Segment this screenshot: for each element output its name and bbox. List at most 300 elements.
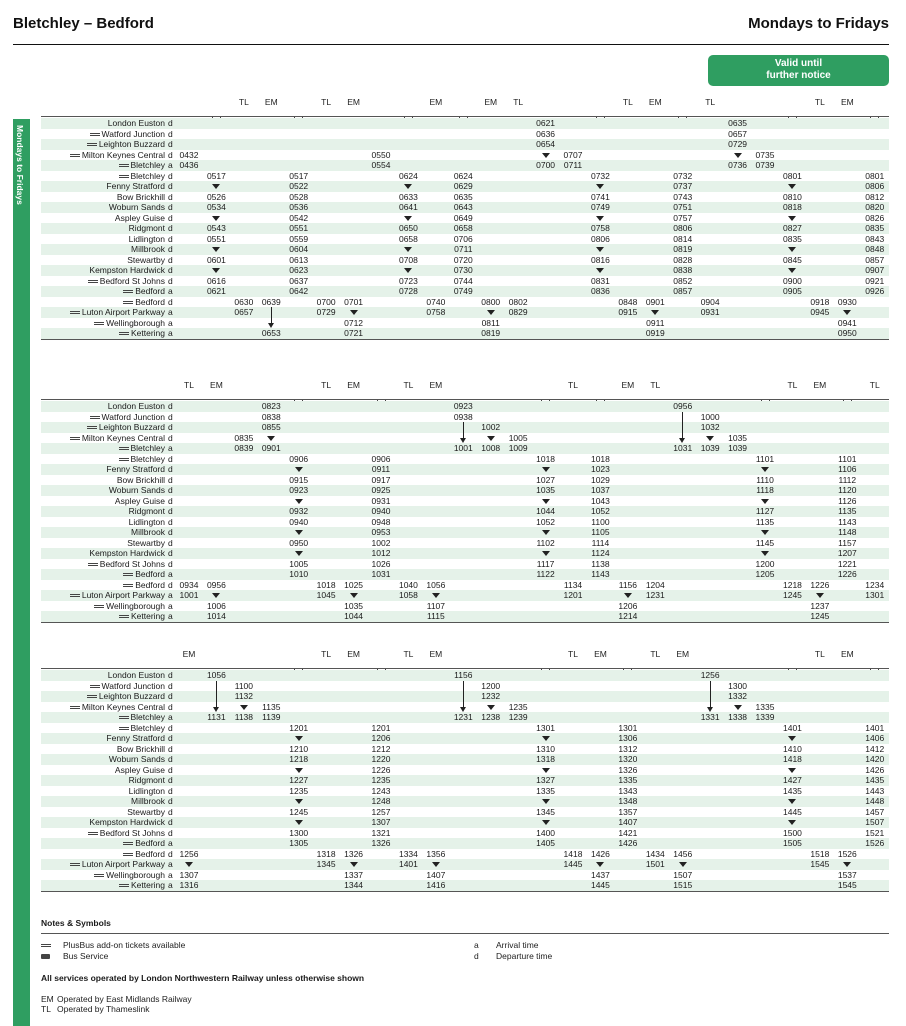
time-cell: 1401 [398,859,418,869]
station-name [41,496,165,507]
time-cell: 0739 [755,160,775,170]
arr-dep-code: d [168,223,173,233]
time-cell: 1426 [590,848,610,859]
time-cell: 1427 [782,775,802,785]
time-cell: 0751 [673,202,693,212]
time-cell: 0931 [700,307,720,317]
down-arrow-icon [460,707,466,712]
arr-dep-code: d [168,118,173,128]
table-row [41,454,889,465]
time-cell: 1407 [618,817,638,827]
time-cell: 0554 [371,160,391,170]
arr-dep-code: d [168,680,173,691]
time-cell: 0641 [398,202,418,212]
time-cell: 0642 [289,286,309,296]
table-row [41,590,889,601]
arr-dep-code: a [168,600,173,611]
station-label: Bedford [135,296,165,307]
station-name [41,733,165,744]
down-arrow-icon [476,702,506,713]
time-cell: 1006 [206,600,226,611]
down-arrow-icon [284,464,314,475]
time-cell: 0707 [563,149,583,160]
time-cell: 0629 [453,181,473,191]
station-label: Bletchley [130,712,165,722]
plusbus-icon [70,862,80,867]
time-cell: 1410 [782,743,802,754]
arr-dep-code: a [168,443,173,453]
time-cell: 1029 [590,474,610,485]
down-arrow-icon [832,859,862,870]
time-cell: 1243 [371,785,391,796]
station-label: Aspley Guise [114,764,165,775]
time-cell: 1400 [536,827,556,838]
note-plusbus [41,940,185,950]
down-arrow-icon [531,733,561,744]
station-name [41,723,165,734]
connector-line [710,681,711,711]
time-cell: 1002 [371,537,391,548]
operator-code: TL [650,649,661,659]
down-arrow-icon [585,213,615,224]
time-cell: 0658 [398,233,418,244]
down-arrow-icon [284,548,314,559]
time-cell: 1401 [865,722,885,733]
time-cell: 1305 [289,838,309,848]
operator-code: EM [840,649,854,659]
down-arrow-icon [531,796,561,807]
timetable-section [0,94,906,343]
station-name [41,485,165,496]
time-cell: 0826 [865,212,885,223]
station-name [41,590,165,601]
station-label: Aspley Guise [114,495,165,506]
time-cell: 0848 [618,296,638,307]
time-cell: 1335 [536,785,556,796]
operator-code: TL [321,97,332,107]
down-arrow-icon [777,181,807,192]
time-cell: 1212 [371,743,391,754]
time-cell: 1335 [755,701,775,712]
time-cell: 1257 [371,806,391,817]
station-name [41,765,165,776]
table-row [41,265,889,276]
down-arrow-icon [201,244,231,255]
time-cell: 0723 [398,275,418,286]
time-cell: 1321 [371,827,391,838]
operator-code: TL [513,97,524,107]
arr-dep-code: d [168,453,173,464]
table-row [41,401,889,412]
station-label: Wellingborough [106,869,165,880]
station-name [41,265,165,276]
station-name [41,838,165,849]
time-cell: 1210 [289,743,309,754]
departure-text: Departure time [496,951,553,961]
down-arrow-icon [613,590,643,601]
time-cell: 1200 [755,558,775,569]
table-row [41,765,889,776]
table-row [41,838,889,849]
operator-code: EM [676,649,690,659]
time-cell: 1205 [755,569,775,579]
station-name [41,775,165,786]
arr-dep-code: d [168,796,173,806]
section-bottom-rule [41,891,889,892]
time-cell: 1000 [700,411,720,422]
down-arrow-icon [284,817,314,828]
time-cell: 1526 [865,838,885,848]
down-arrow-icon [229,702,259,713]
note-departure [474,951,552,961]
arr-dep-code: d [168,775,173,785]
station-label: Bow Brickhill [116,743,165,754]
station-label: London Euston [107,401,165,411]
arr-dep-code: d [168,754,173,764]
time-cell: 1012 [371,548,391,558]
plusbus-icon [119,883,129,888]
station-label: Kempston Hardwick [89,265,165,275]
time-cell: 0729 [316,307,336,317]
down-arrow-icon [284,527,314,538]
time-cell: 1052 [536,516,556,527]
time-cell: 1101 [838,453,857,464]
station-name [41,681,165,692]
table-row [41,733,889,744]
station-label: Aspley Guise [114,212,165,223]
time-cell: 0701 [344,296,364,307]
arr-dep-code: a [168,569,173,579]
station-label: Fenny Stratford [106,181,165,191]
time-cell: 0633 [398,191,418,202]
down-arrow-icon [421,590,451,601]
time-cell: 1500 [782,827,802,838]
down-arrow-icon [585,265,615,276]
time-cell: 1234 [865,579,885,590]
station-label: Bletchley [130,443,165,453]
time-cell: 1537 [837,869,857,880]
plusbus-icon [123,289,133,294]
arr-dep-code: a [168,590,173,600]
operator-code: EM [429,380,443,390]
time-cell: 1239 [508,712,528,722]
table-row [41,817,889,828]
time-cell: 0653 [261,328,281,338]
table-row [41,723,889,734]
station-label: Woburn Sands [108,754,165,764]
time-cell: 0906 [289,453,309,464]
time-cell: 0712 [344,317,364,328]
station-name [41,691,165,702]
operator-code: EM [429,649,443,659]
station-label: Stewartby [127,537,165,548]
time-cell: 0835 [234,432,254,443]
arr-dep-code: d [168,558,173,569]
time-cell: 1245 [782,590,802,600]
time-cell: 0637 [289,275,309,286]
station-label: Fenny Stratford [106,733,165,743]
time-cell: 1131 [207,712,226,722]
time-cell: 1201 [563,590,583,600]
station-name [41,213,165,224]
plusbus-icon [119,163,129,168]
time-cell: 0806 [865,181,885,191]
down-arrow-icon [531,464,561,475]
time-cell: 1005 [508,432,528,443]
down-arrow-icon [531,150,561,161]
station-label: Bletchley [130,160,165,170]
table-row [41,213,889,224]
time-cell: 1056 [206,670,226,680]
time-cell: 1332 [728,691,748,701]
station-label: Ridgmont [128,775,165,785]
time-cell: 1157 [838,537,857,548]
operator-code: EM [182,649,196,659]
table-row [41,880,889,891]
timetable-section [0,377,906,626]
arr-dep-code: d [168,485,173,495]
time-cell: 0941 [837,317,857,328]
time-cell: 1056 [426,579,446,590]
plusbus-icon [87,425,97,430]
table-row [41,506,889,517]
down-arrow-icon [777,733,807,744]
time-cell: 1135 [755,516,775,527]
time-cell: 0657 [234,307,254,317]
time-cell: 1545 [810,859,830,869]
station-label: Bletchley [130,453,165,464]
time-cell: 0838 [673,265,693,275]
station-name [41,786,165,797]
arr-dep-code: d [168,691,173,701]
arr-dep-code: d [168,548,173,558]
arr-dep-code: d [168,733,173,743]
time-cell: 1204 [645,579,665,590]
time-cell: 0818 [782,202,802,212]
time-cell: 0657 [728,128,748,139]
table-row [41,286,889,297]
down-arrow-icon [832,307,862,318]
arr-dep-code: d [168,139,173,149]
arr-dep-code: d [168,474,173,485]
timetable-section [0,646,906,895]
time-cell: 1227 [289,775,309,785]
time-cell: 1206 [371,733,391,743]
down-arrow-icon [268,323,274,328]
down-arrow-icon [476,433,506,444]
plusbus-icon [123,583,133,588]
time-cell: 0436 [179,160,199,170]
time-cell: 1235 [508,701,528,712]
time-cell: 0806 [590,233,610,244]
time-cell: 1037 [590,485,610,495]
days-title: Mondays to Fridays [748,15,889,32]
time-cell: 1110 [756,474,774,485]
down-arrow-icon [284,496,314,507]
table-row [41,786,889,797]
time-cell: 1545 [837,880,857,890]
down-arrow-icon [531,496,561,507]
station-label: Bedford [135,838,165,848]
table-row [41,517,889,528]
time-cell: 0907 [865,265,885,275]
down-arrow-icon [531,548,561,559]
time-cell: 0743 [673,191,693,202]
table-row [41,422,889,433]
time-cell: 1118 [756,485,774,495]
arr-dep-code: a [168,160,173,170]
time-cell: 0636 [536,128,556,139]
table-row [41,538,889,549]
connector-line [682,412,683,442]
station-label: Leighton Buzzard [98,422,165,432]
table-row [41,139,889,150]
time-cell: 0534 [206,202,226,212]
table-row [41,276,889,287]
time-cell: 0956 [206,579,226,590]
station-label: Luton Airport Parkway [81,307,165,317]
table-row [41,255,889,266]
section-bottom-rule [41,339,889,340]
time-cell: 1445 [563,859,583,869]
station-name [41,129,165,140]
time-cell: 0923 [289,485,309,495]
time-cell: 0741 [590,191,610,202]
time-cell: 0905 [782,286,802,296]
time-cell: 1416 [426,880,446,890]
time-cell: 1200 [481,680,501,691]
operator-code: TL [650,380,661,390]
time-cell: 1412 [865,743,885,754]
station-label: Millbrook [130,527,165,537]
station-name [41,422,165,433]
down-arrow-icon [421,859,451,870]
time-cell: 1044 [344,611,364,621]
time-cell: 1122 [536,569,555,579]
time-cell: 0906 [371,453,391,464]
down-arrow-icon [284,733,314,744]
notes-title: Notes & Symbols [41,918,111,928]
time-cell: 1326 [344,848,364,859]
plusbus-icon [123,300,133,305]
tl-text: Operated by Thameslink [57,1004,150,1014]
table-row [41,328,889,339]
plusbus-icon [90,684,100,689]
time-cell: 0720 [453,254,473,265]
em-code: EM [41,994,54,1004]
time-cell: 1135 [262,701,281,712]
time-cell: 0744 [453,275,473,286]
bus-icon [41,954,50,959]
time-cell: 0737 [673,181,693,191]
time-cell: 0806 [673,223,693,233]
time-cell: 1238 [481,712,501,722]
time-cell: 0522 [289,181,309,191]
arr-dep-code: d [168,244,173,254]
plusbus-icon [88,831,98,836]
operator-code: EM [813,380,827,390]
station-name [41,318,165,329]
time-cell: 1027 [536,474,556,485]
time-cell: 0931 [371,495,391,506]
table-row [41,681,889,692]
time-cell: 0835 [782,233,802,244]
station-name [41,754,165,765]
time-cell: 1052 [590,506,610,516]
table-row [41,202,889,213]
down-arrow-icon [284,796,314,807]
down-arrow-icon [750,548,780,559]
section-top-rule [41,399,889,400]
station-name [41,828,165,839]
arr-dep-code: d [168,191,173,202]
arr-dep-code: d [168,848,173,859]
time-cell: 1026 [371,558,391,569]
station-label: Millbrook [130,796,165,806]
time-cell: 1348 [618,796,638,806]
time-cell: 0816 [590,254,610,265]
time-cell: 0728 [398,286,418,296]
plusbus-icon [123,572,133,577]
operator-code: EM [594,649,607,659]
time-cell: 0551 [206,233,226,244]
down-arrow-icon [585,859,615,870]
station-name [41,160,165,171]
plusbus-icon [87,142,97,147]
operator-code: TL [403,649,414,659]
time-cell: 0551 [289,223,309,233]
operator-code: EM [210,380,223,390]
arrival-text: Arrival time [496,940,539,950]
arr-dep-code: d [168,233,173,244]
section-top-rule [41,668,889,669]
station-name [41,870,165,881]
time-cell: 1515 [673,880,693,890]
station-name [41,181,165,192]
valid-badge [708,55,889,86]
arr-dep-code: a [168,838,173,848]
plusbus-icon [87,694,97,699]
time-cell: 0919 [645,328,665,338]
operator-code: TL [814,97,825,107]
arr-dep-code: d [168,537,173,548]
operator-code: TL [568,649,578,659]
time-cell: 1134 [563,579,583,590]
arr-dep-code: d [168,701,173,712]
operator-code: EM [347,97,360,107]
table-row [41,181,889,192]
plusbus-icon [94,604,104,609]
time-cell: 0953 [371,527,391,537]
time-cell: 0812 [865,191,885,202]
station-name [41,297,165,308]
time-cell: 0819 [481,328,501,338]
time-cell: 1406 [865,733,885,743]
time-cell: 1207 [837,548,857,558]
time-cell: 0643 [453,202,473,212]
time-cell: 1318 [536,754,556,764]
station-name [41,234,165,245]
station-label: Bedford St Johns [99,558,165,569]
table-row [41,807,889,818]
operator-code: TL [787,380,798,390]
station-name [41,601,165,612]
arr-dep-code: d [168,128,173,139]
time-cell: 0517 [289,170,309,181]
operator-code: TL [814,649,825,659]
time-cell: 0855 [261,422,281,432]
time-cell: 1043 [590,495,610,506]
